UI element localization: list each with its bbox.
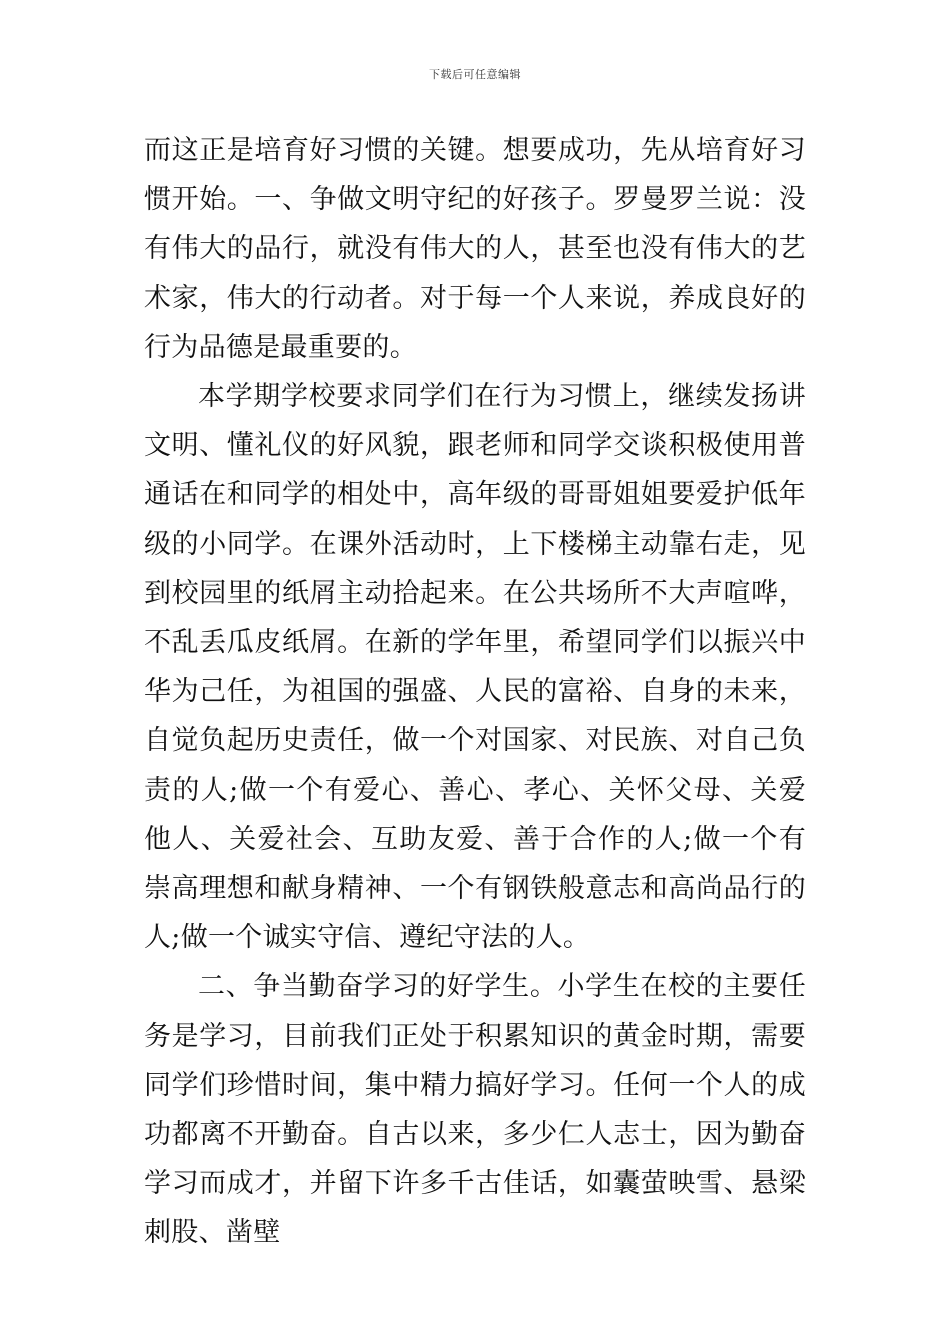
document-body (144, 126, 806, 1258)
paragraph-1: 而这正是培育好习惯的关键。想要成功，先从培育好习惯开始。一、争做文明守纪的好孩子。罗曼罗兰说：没有伟大的品行，就没有伟大的人，甚至也没有伟大的艺术家，伟大的行动者。对于每一个人来说，养成良好的行为品德是最重要的。 (144, 135, 806, 363)
paragraph-2: 本学期学校要求同学们在行为习惯上，继续发扬讲文明、懂礼仪的好风貌，跟老师和同学交谈积极使用普通话在和同学的相处中，高年级的哥哥姐姐要爱护低年级的小同学。在课外活动时，上下楼梯主动靠右走，见到校园里的纸屑主动拾起来。在公共场所不大声喧哗，不乱丢瓜皮纸屑。在新的学年里，希望同学们以振兴中华为己任，为祖国的强盛、人民的富裕、自身的未来，自觉负起历史责任，做一个对国家、对民族、对自己负责的人;做一个有爱心、善心、孝心、关怀父母、关爱他人、关爱社会、互助友爱、善于合作的人;做一个有崇高理想和献身精神、一个有钢铁般意志和高尚品行的人;做一个诚实守信、遵纪守法的人。 (144, 381, 806, 954)
page-header: 下载后可任意编辑 (429, 68, 521, 81)
paragraph-3: 二、争当勤奋学习的好学生。小学生在校的主要任务是学习，目前我们正处于积累知识的黄金时期，需要同学们珍惜时间，集中精力搞好学习。任何一个人的成功都离不开勤奋。自古以来，多少仁人志士，因为勤奋学习而成才，并留下许多千古佳话，如囊萤映雪、悬梁刺股、凿壁 (144, 971, 806, 1249)
